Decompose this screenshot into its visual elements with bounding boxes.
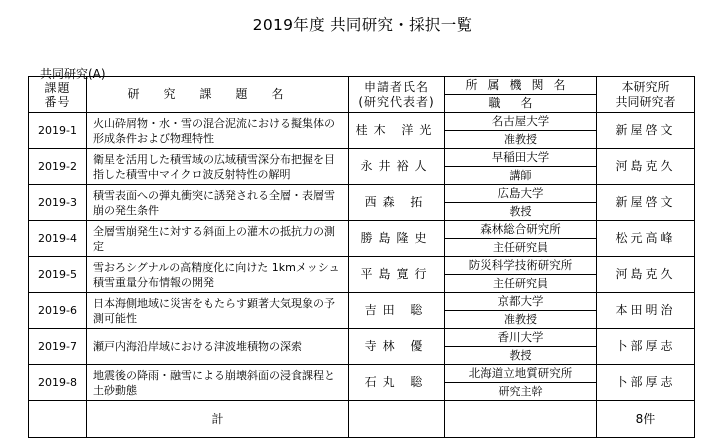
institution-name: 香川大学	[445, 329, 596, 347]
section-heading: 共同研究(A)	[40, 67, 106, 81]
table-row	[29, 149, 695, 185]
project-topic: 瀬戸内海沿岸域における津波堆積物の深索	[87, 329, 349, 365]
total-row	[29, 401, 695, 438]
project-topic: 全層雪崩発生に対する斜面上の灌木の抵抗力の測定	[87, 221, 349, 257]
co-researcher-name: 新屋啓文	[597, 185, 695, 221]
institution-name: 名古屋大学	[445, 113, 596, 131]
representative-name: 石丸 聡	[349, 365, 445, 401]
project-number: 2019-5	[29, 257, 87, 293]
table-row	[29, 257, 695, 293]
table-row	[29, 329, 695, 365]
institution-name: 防災科学技術研究所	[445, 257, 596, 275]
affiliation-cell	[445, 149, 597, 185]
header-affiliation	[445, 77, 597, 113]
header-institution: 所属機関名	[445, 77, 596, 95]
representative-name: 平島寛行	[349, 257, 445, 293]
affiliation-cell	[445, 185, 597, 221]
position-title: 准教授	[504, 133, 537, 146]
position-title: 教授	[509, 349, 532, 362]
header-co-researcher: 本研究所 共同研究者	[597, 77, 695, 113]
total-label: 計	[87, 401, 349, 438]
project-topic: 衛星を活用した積雪域の広域積雪深分布把握を目指した積雪中マイクロ波反射特性の解明	[87, 149, 349, 185]
header-representative: 申請者氏名 (研究代表者)	[349, 77, 445, 113]
position-title: 教授	[509, 205, 532, 218]
institution-name: 早稲田大学	[445, 149, 596, 167]
position-title: 講師	[509, 169, 532, 182]
affiliation-cell	[445, 293, 597, 329]
position-title: 准教授	[504, 313, 537, 326]
affiliation-cell	[445, 257, 597, 293]
project-topic: 火山砕屑物・水・雪の混合泥流における擬集体の形成条件および物理特性	[87, 113, 349, 149]
project-number: 2019-3	[29, 185, 87, 221]
project-topic: 積雪表面への弾丸衝突に誘発される全層・表層雪崩の発生条件	[87, 185, 349, 221]
affiliation-cell	[445, 221, 597, 257]
project-number: 2019-4	[29, 221, 87, 257]
total-empty-cell	[445, 401, 597, 438]
representative-name: 勝島隆史	[349, 221, 445, 257]
position-title: 主任研究員	[493, 241, 548, 254]
representative-name: 永井裕人	[349, 149, 445, 185]
representative-name: 桂木 洋光	[349, 113, 445, 149]
header-number: 課題 番号	[29, 77, 87, 113]
project-topic: 日本海側地域に災害をもたらす顕著大気現象の予測可能性	[87, 293, 349, 329]
total-empty-cell	[349, 401, 445, 438]
page-title: 2019年度 共同研究・採択一覧	[252, 16, 473, 34]
institution-name: 広島大学	[445, 185, 596, 203]
table-row	[29, 365, 695, 401]
affiliation-cell	[445, 329, 597, 365]
representative-name: 西森 拓	[349, 185, 445, 221]
project-number: 2019-2	[29, 149, 87, 185]
institution-name: 京都大学	[445, 293, 596, 311]
table-row	[29, 221, 695, 257]
co-researcher-name: 卜部厚志	[597, 329, 695, 365]
total-empty-cell	[29, 401, 87, 438]
table-row	[29, 113, 695, 149]
table-row	[29, 293, 695, 329]
representative-name: 吉田 聡	[349, 293, 445, 329]
institution-name: 森林総合研究所	[445, 221, 596, 239]
co-researcher-name: 松元高峰	[597, 221, 695, 257]
adoption-table	[28, 76, 695, 438]
co-researcher-name: 河島克久	[597, 257, 695, 293]
representative-name: 寺林 優	[349, 329, 445, 365]
co-researcher-name: 卜部厚志	[597, 365, 695, 401]
header-position: 職名	[488, 96, 553, 110]
project-number: 2019-1	[29, 113, 87, 149]
co-researcher-name: 河島克久	[597, 149, 695, 185]
project-topic: 雪おろシグナルの高精度化に向けた 1kmメッシュ積雪重量分布情報の開発	[87, 257, 349, 293]
project-number: 2019-6	[29, 293, 87, 329]
co-researcher-name: 本田明治	[597, 293, 695, 329]
project-number: 2019-7	[29, 329, 87, 365]
table-row	[29, 185, 695, 221]
co-researcher-name: 新屋啓文	[597, 113, 695, 149]
project-number: 2019-8	[29, 365, 87, 401]
header-row	[29, 77, 695, 113]
position-title: 研究主幹	[498, 385, 543, 398]
affiliation-cell	[445, 113, 597, 149]
total-count: 8件	[597, 401, 695, 438]
position-title: 主任研究員	[493, 277, 548, 290]
project-topic: 地震後の降雨・融雪による崩壊斜面の浸食課程と土砂動態	[87, 365, 349, 401]
affiliation-cell	[445, 365, 597, 401]
institution-name: 北海道立地質研究所	[445, 365, 596, 383]
header-topic: 研究課題名	[87, 77, 349, 113]
